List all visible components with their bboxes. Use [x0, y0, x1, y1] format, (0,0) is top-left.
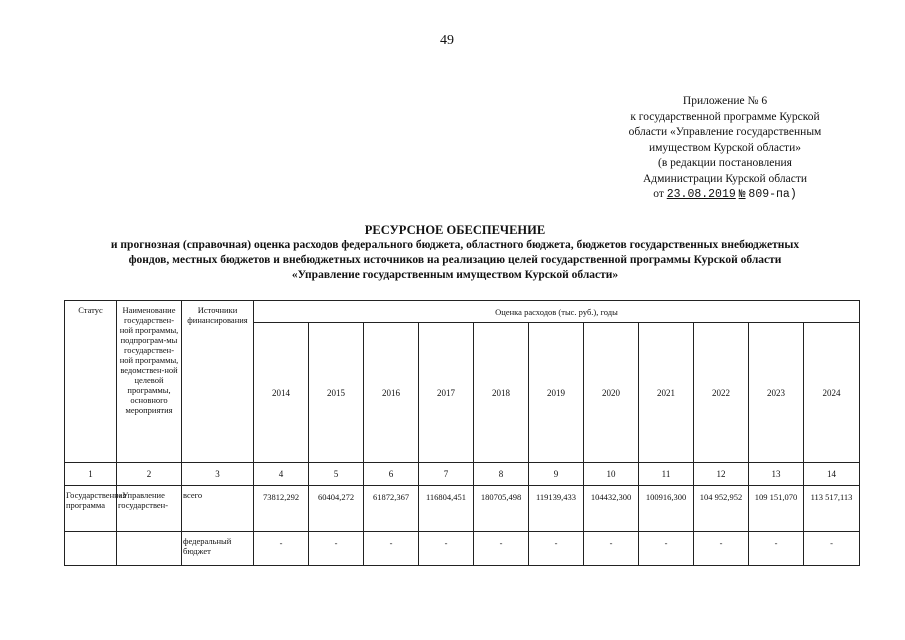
- year-header: 2019: [529, 323, 584, 463]
- page-number: 49: [440, 33, 454, 48]
- number-prefix: №: [738, 188, 746, 201]
- value-cell: -: [749, 532, 804, 566]
- row-source: всего: [182, 486, 254, 532]
- row-name: «Управление государствен-: [117, 486, 182, 532]
- heading-line-2: фондов, местных бюджетов и внебюджетных источников на реализацию целей государственной программы Курской области: [128, 254, 782, 266]
- heading-line-3: «Управление государственным имуществом Курской области»: [291, 269, 619, 281]
- row-source: федеральный бюджет: [182, 532, 254, 566]
- value-cell: -: [364, 532, 419, 566]
- index-cell: 7: [419, 463, 474, 486]
- index-row: [65, 463, 860, 486]
- resolution-date: 23.08.2019: [666, 188, 736, 201]
- row-status: [65, 532, 117, 566]
- index-cell: 11: [639, 463, 694, 486]
- value-cell: 60404,272: [309, 486, 364, 532]
- index-cell: 14: [804, 463, 860, 486]
- year-header: 2022: [694, 323, 749, 463]
- appendix-line-5: (в редакции постановления: [658, 157, 792, 169]
- value-cell: 104 952,952: [694, 486, 749, 532]
- index-cell: 6: [364, 463, 419, 486]
- date-prefix: от: [653, 188, 664, 200]
- year-header: 2024: [804, 323, 860, 463]
- year-header: 2015: [309, 323, 364, 463]
- col-source-header: Источники финансирования: [182, 301, 254, 463]
- value-cell: 116804,451: [419, 486, 474, 532]
- index-cell: 5: [309, 463, 364, 486]
- value-cell: -: [694, 532, 749, 566]
- appendix-line-4: имуществом Курской области»: [649, 141, 801, 154]
- table-row: [65, 486, 860, 532]
- index-cell: 3: [182, 463, 254, 486]
- value-cell: -: [529, 532, 584, 566]
- year-header: 2023: [749, 323, 804, 463]
- index-cell: 12: [694, 463, 749, 486]
- year-header: 2020: [584, 323, 639, 463]
- heading-line-1: и прогнозная (справочная) оценка расходов федерального бюджета, областного бюджета, бюджетов государственных внебюджетных: [110, 239, 800, 251]
- index-cell: 1: [65, 463, 117, 486]
- index-cell: 13: [749, 463, 804, 486]
- appendix-date-line: [600, 187, 850, 203]
- index-cell: 10: [584, 463, 639, 486]
- appendix-line-2: к государственной программе Курской: [630, 110, 820, 123]
- index-cell: 8: [474, 463, 529, 486]
- year-header: 2018: [474, 323, 529, 463]
- row-status: Государственная программа: [65, 486, 117, 532]
- value-cell: 104432,300: [584, 486, 639, 532]
- value-cell: -: [584, 532, 639, 566]
- year-header: 2021: [639, 323, 694, 463]
- document-heading: [40, 223, 870, 283]
- col-status-header: Статус: [65, 301, 117, 463]
- year-header: 2016: [364, 323, 419, 463]
- value-cell: 113 517,113: [804, 486, 860, 532]
- year-header: 2017: [419, 323, 474, 463]
- value-cell: 180705,498: [474, 486, 529, 532]
- header-row-1: [65, 301, 860, 323]
- value-cell: -: [474, 532, 529, 566]
- resolution-number: 809-па): [748, 188, 797, 201]
- index-cell: 2: [117, 463, 182, 486]
- heading-title: РЕСУРСНОЕ ОБЕСПЕЧЕНИЕ: [364, 223, 546, 237]
- value-cell: -: [804, 532, 860, 566]
- value-cell: 109 151,070: [749, 486, 804, 532]
- value-cell: -: [419, 532, 474, 566]
- value-cell: -: [639, 532, 694, 566]
- index-cell: 9: [529, 463, 584, 486]
- value-cell: -: [254, 532, 309, 566]
- appendix-line-3: области «Управление государственным: [628, 126, 822, 138]
- appendix-line-1: Приложение № 6: [682, 95, 768, 107]
- value-cell: 119139,433: [529, 486, 584, 532]
- value-cell: 100916,300: [639, 486, 694, 532]
- appendix-block: [600, 94, 850, 203]
- col-estimate-header: Оценка расходов (тыс. руб.), годы: [254, 301, 860, 323]
- value-cell: -: [309, 532, 364, 566]
- value-cell: 61872,367: [364, 486, 419, 532]
- row-name: [117, 532, 182, 566]
- table-row: [65, 532, 860, 566]
- year-header: 2014: [254, 323, 309, 463]
- index-cell: 4: [254, 463, 309, 486]
- value-cell: 73812,292: [254, 486, 309, 532]
- resource-table: [64, 300, 860, 566]
- col-name-header: Наименование государствен-ной программы, подпрограм-мы государствен-ной программы, ведомствен-ной целевой программы, основного мероприятия: [117, 301, 182, 463]
- appendix-line-6: Администрации Курской области: [643, 172, 807, 185]
